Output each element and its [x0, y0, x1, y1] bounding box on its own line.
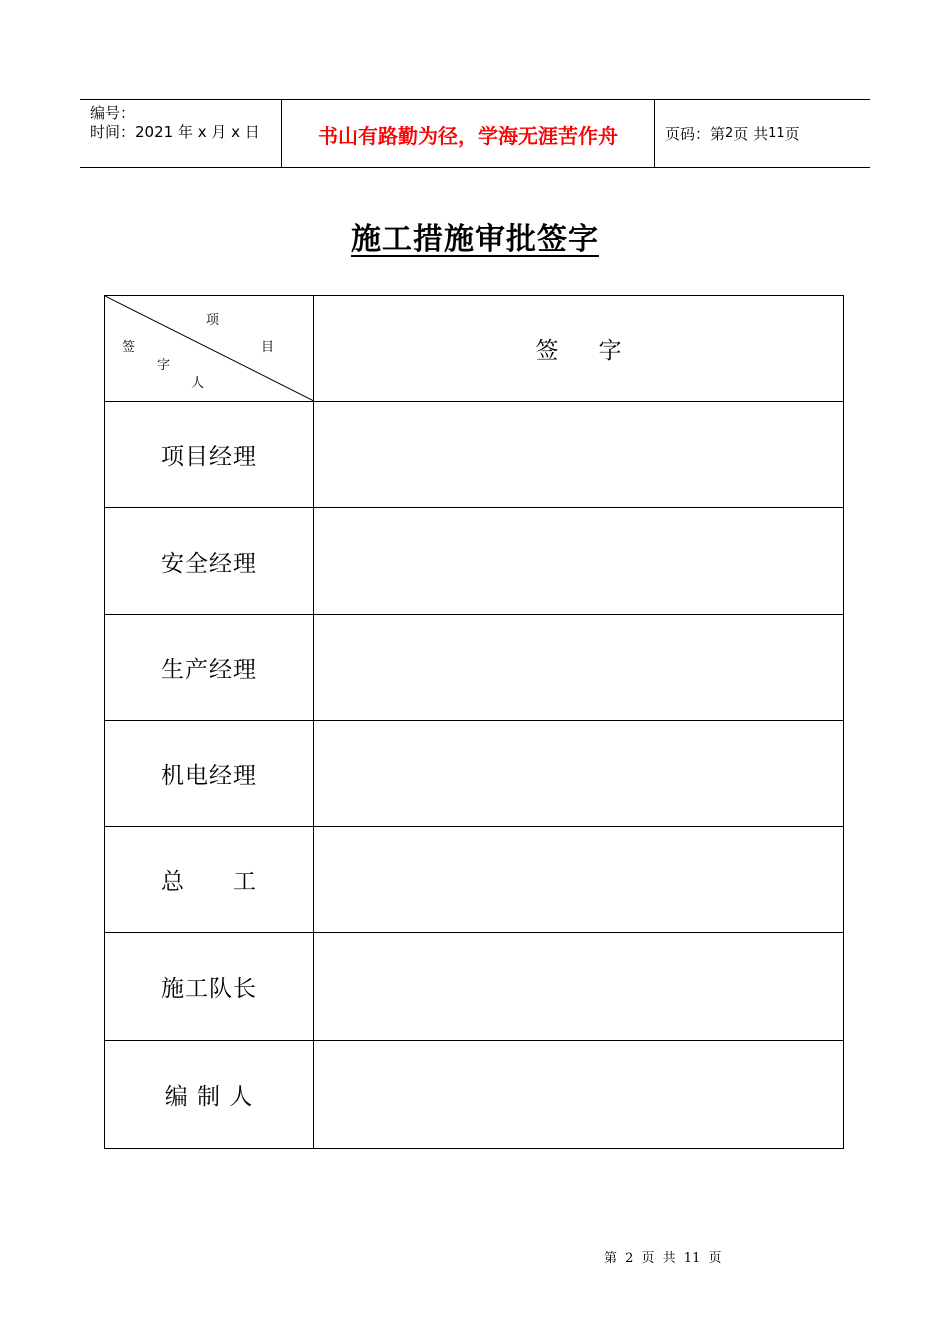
table-header-row — [105, 296, 843, 402]
page-title-text: 施工措施审批签字 — [351, 222, 599, 257]
signature-cell[interactable] — [314, 508, 843, 614]
diag-item-char-2: 目 — [261, 340, 275, 355]
signature-cell[interactable] — [314, 721, 843, 826]
table-row — [105, 402, 843, 508]
sign-header-cell — [314, 296, 843, 401]
page-number: 2 — [725, 126, 734, 141]
header-meta — [80, 100, 282, 167]
table-row — [105, 827, 843, 933]
table-row — [105, 508, 843, 615]
signature-cell[interactable] — [314, 402, 843, 507]
role-label: 机电经理 — [105, 721, 314, 826]
role-label: 安全经理 — [105, 508, 314, 614]
signature-cell[interactable] — [314, 1041, 843, 1148]
sign-header-label: 签字 — [535, 338, 662, 364]
page-header — [80, 99, 870, 168]
page-title — [0, 214, 950, 258]
signature-cell[interactable] — [314, 933, 843, 1040]
table-row — [105, 933, 843, 1041]
page-end-label: 页 — [784, 125, 800, 143]
role-label: 总 工 — [105, 827, 314, 932]
page-footer: 第 2 页 共 11 页 — [604, 1251, 722, 1266]
table-row — [105, 721, 843, 827]
table-row — [105, 615, 843, 721]
page-total: 11 — [768, 126, 785, 141]
approval-table — [104, 295, 844, 1149]
diagonal-header-cell — [105, 296, 314, 401]
role-label: 编 制 人 — [105, 1041, 314, 1148]
page-label: 页码：第 — [665, 125, 726, 143]
role-label: 项目经理 — [105, 402, 314, 507]
diag-item-char-1: 项 — [206, 313, 220, 328]
signature-cell[interactable] — [314, 827, 843, 932]
role-label: 生产经理 — [105, 615, 314, 720]
role-label: 施工队长 — [105, 933, 314, 1040]
header-page-info — [655, 100, 870, 167]
signature-cell[interactable] — [314, 615, 843, 720]
diag-signer-char-3: 人 — [191, 376, 205, 391]
document-number-label: 编号： — [90, 104, 136, 122]
table-row — [105, 1041, 843, 1148]
diag-signer-char-1: 签 — [122, 340, 136, 355]
document-date: 时间：2021 年 x 月 x 日 — [90, 123, 260, 141]
header-slogan: 书山有路勤为径，学海无涯苦作舟 — [282, 100, 655, 167]
page-mid-label: 页 共 — [733, 125, 769, 143]
diag-signer-char-2: 字 — [157, 358, 171, 373]
